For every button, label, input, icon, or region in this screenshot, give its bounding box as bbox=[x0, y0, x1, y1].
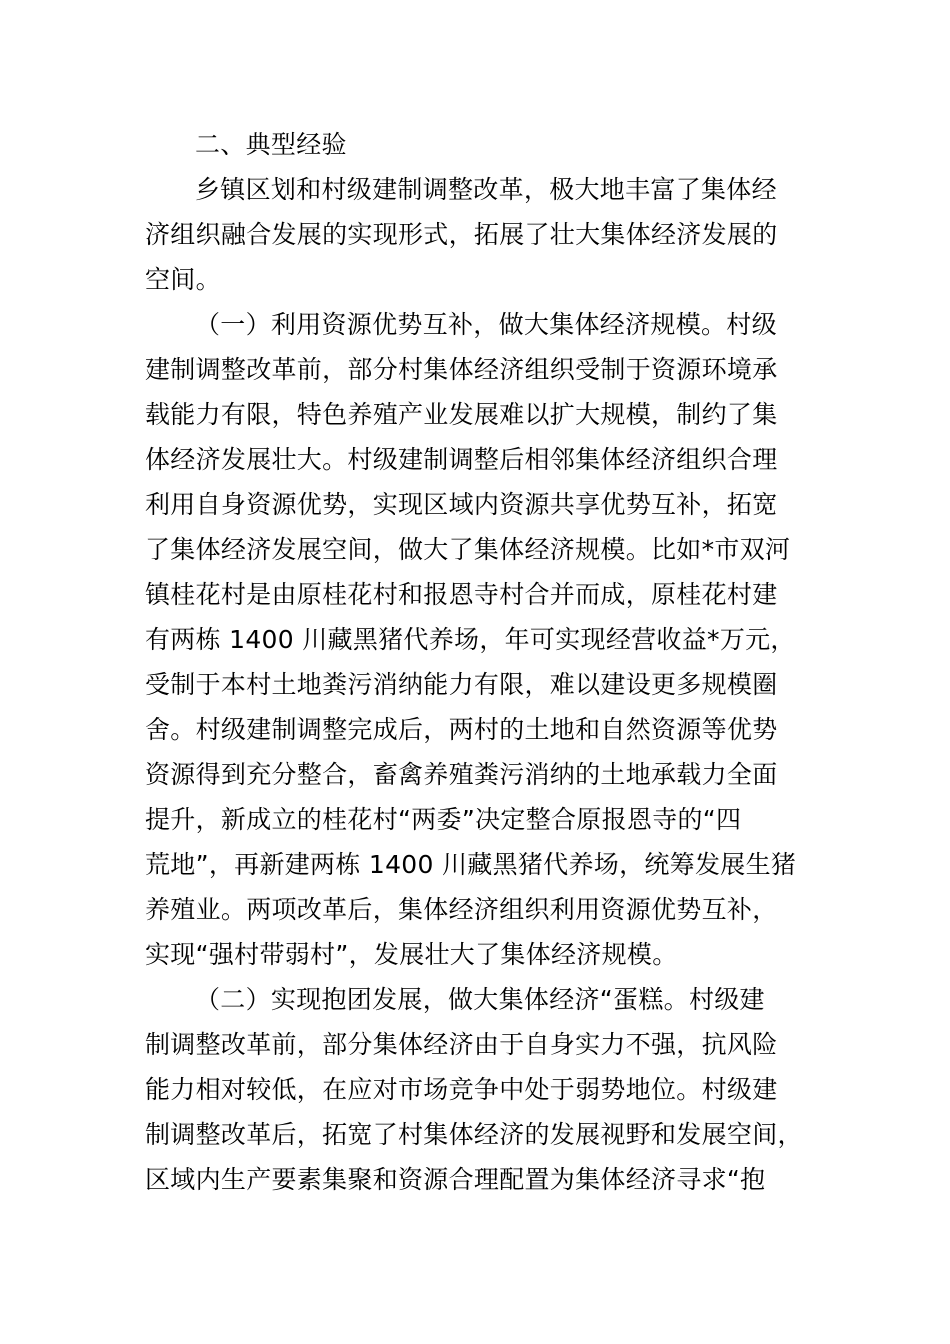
paragraph-line: 实现“强村带弱村”，发展壮大了集体经济规模。 bbox=[145, 940, 678, 969]
paragraph-line: 荒地”，再新建两栋 1400 川藏黑猪代养场，统筹发展生猪 bbox=[145, 850, 797, 879]
section-1-paragraph bbox=[145, 302, 815, 977]
paragraph-line: （一）利用资源优势互补，做大集体经济规模。村级 bbox=[195, 310, 777, 339]
section-2-paragraph bbox=[145, 977, 815, 1202]
paragraph-line: 了集体经济发展空间，做大了集体经济规模。比如*市双河 bbox=[145, 535, 791, 564]
document-body bbox=[145, 122, 815, 1202]
paragraph-line: 提升，新成立的桂花村“两委”决定整合原报恩寺的“四 bbox=[145, 805, 742, 834]
paragraph-line: 舍。村级建制调整完成后，两村的土地和自然资源等优势 bbox=[145, 715, 778, 744]
section-heading: 二、典型经验 bbox=[195, 130, 347, 159]
paragraph-line: 受制于本村土地粪污消纳能力有限，难以建设更多规模圈 bbox=[145, 670, 778, 699]
paragraph-line: 制调整改革后，拓宽了村集体经济的发展视野和发展空间， bbox=[145, 1120, 803, 1149]
paragraph-line: 空间。 bbox=[145, 265, 221, 294]
paragraph-line: 资源得到充分整合，畜禽养殖粪污消纳的土地承载力全面 bbox=[145, 760, 778, 789]
paragraph-line: 制调整改革前，部分集体经济由于自身实力不强，抗风险 bbox=[145, 1030, 778, 1059]
paragraph-line: 养殖业。两项改革后，集体经济组织利用资源优势互补， bbox=[145, 895, 778, 924]
intro-paragraph bbox=[145, 167, 815, 302]
paragraph-line: 体经济发展壮大。村级建制调整后相邻集体经济组织合理 bbox=[145, 445, 778, 474]
paragraph-line: 建制调整改革前，部分村集体经济组织受制于资源环境承 bbox=[145, 355, 778, 384]
paragraph-line: 载能力有限，特色养殖产业发展难以扩大规模，制约了集 bbox=[145, 400, 778, 429]
paragraph-line: （二）实现抱团发展，做大集体经济“蛋糕。村级建 bbox=[195, 985, 765, 1014]
paragraph-line: 区域内生产要素集聚和资源合理配置为集体经济寻求“抱 bbox=[145, 1165, 766, 1194]
paragraph-line: 济组织融合发展的实现形式，拓展了壮大集体经济发展的 bbox=[145, 220, 778, 249]
paragraph-line: 镇桂花村是由原桂花村和报恩寺村合并而成，原桂花村建 bbox=[145, 580, 778, 609]
paragraph-line: 能力相对较低，在应对市场竞争中处于弱势地位。村级建 bbox=[145, 1075, 778, 1104]
paragraph-line: 利用自身资源优势，实现区域内资源共享优势互补，拓宽 bbox=[145, 490, 778, 519]
paragraph-line: 乡镇区划和村级建制调整改革，极大地丰富了集体经 bbox=[195, 175, 777, 204]
paragraph-line: 有两栋 1400 川藏黑猪代养场，年可实现经营收益*万元， bbox=[145, 625, 796, 654]
